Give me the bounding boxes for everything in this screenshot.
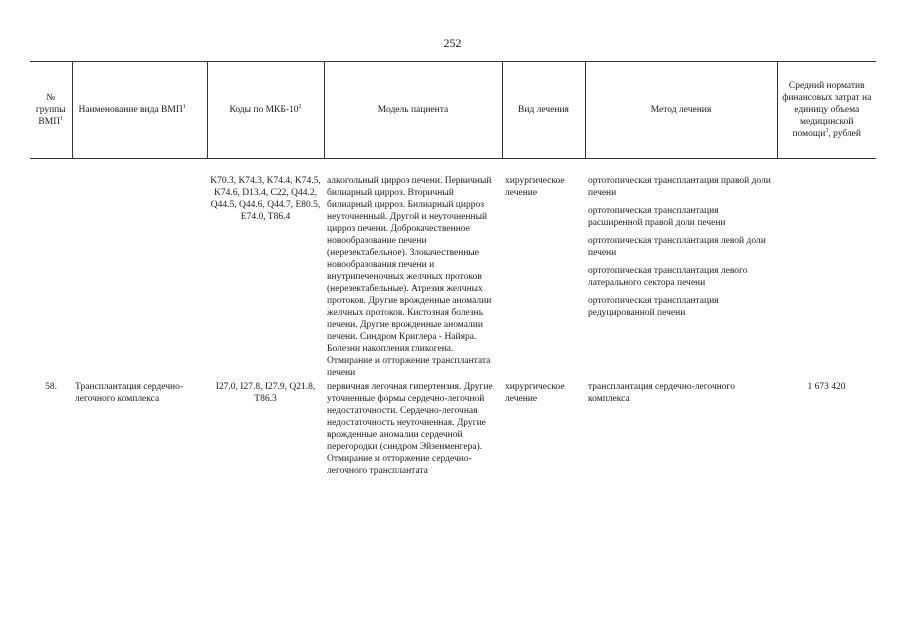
header-icd-codes: Коды по МКБ-$10^2$ bbox=[207, 62, 324, 159]
table-row bbox=[30, 175, 876, 379]
cell-group-no bbox=[30, 175, 72, 379]
table-header-row bbox=[30, 62, 876, 159]
method-item: ортотопическая трансплантация левой доли печени bbox=[588, 236, 766, 258]
method-item: ортотопическая трансплантация редуцированной печени bbox=[588, 296, 719, 318]
cell-vmp-name: Трансплантация сердечно-легочного комплекса bbox=[75, 382, 183, 404]
cell-treatment-methods bbox=[585, 379, 777, 477]
cell-icd-codes: K70.3, K74.3, K74.4, K74.5, K74.6, D13.4, C22, Q44.2, Q44.5, Q44.6, Q44.7, E80.5, E74.0, T86.4 bbox=[210, 176, 321, 222]
cell-patient-model: первичная легочная гипертензия. Другие уточненные формы сердечно-легочной недостаточности. Сердечно-легочная недостаточность неуточненная. Другие врожденные аномалии сердечной перегородки (синдром Эйзенменгера). Отмирание и отторжение сердечно-легочного трансплантата bbox=[327, 382, 493, 476]
header-treatment-type: Вид лечения bbox=[502, 62, 585, 159]
cell-treatment-type: хирургическое лечение bbox=[505, 176, 565, 198]
cell-cost: 1 673 420 bbox=[807, 382, 846, 392]
cell-treatment-type: хирургическое лечение bbox=[505, 382, 565, 404]
method-item: ортотопическая трансплантация левого латерального сектора печени bbox=[588, 266, 748, 288]
header-patient-model: Модель пациента bbox=[324, 62, 502, 159]
table-row bbox=[30, 379, 876, 477]
header-cost: Средний норматив финансовых затрат на единицу объема медицинской помощи$^3$, рублей bbox=[777, 62, 876, 159]
header-group-no: № группы ВМП$^1$ bbox=[30, 62, 72, 159]
header-treatment-method: Метод лечения bbox=[585, 62, 777, 159]
cell-cost bbox=[777, 175, 876, 379]
cell-patient-model: алкогольный цирроз печени. Первичный билиарный цирроз. Вторичный билиарный цирроз. Билиарный цирроз неуточненный. Другой и неуточненный цирроз печени. Доброкачественное новообразование печени (нерезектабельное). Злокачественные новообразования печени и внутрипеченочных желчных протоков (нерезектабельные). Атрезия желчных протоков. Другие врожденные аномалии желчных протоков. Кистозная болезнь печени. Другие врожденные аномалии печени. Синдром Криглера - Найяра. Болезни накопления гликогена. Отмирание и отторжение трансплантата печени bbox=[327, 176, 492, 378]
method-item: ортотопическая трансплантация расширенной правой доли печени bbox=[588, 206, 726, 228]
header-vmp-name: Наименование вида ВМП$^1$ bbox=[72, 62, 207, 159]
method-item: ортотопическая трансплантация правой доли печени bbox=[588, 176, 771, 198]
cell-vmp-name bbox=[72, 175, 207, 379]
method-item: трансплантация сердечно-легочного комплекса bbox=[588, 382, 735, 404]
page-number: 252 bbox=[443, 36, 462, 50]
cell-group-no: 58. bbox=[45, 382, 57, 392]
cell-treatment-methods bbox=[585, 175, 777, 379]
cell-icd-codes: I27.0, I27.8, I27.9, Q21.8, T86.3 bbox=[215, 382, 316, 404]
vmp-table bbox=[30, 61, 876, 477]
